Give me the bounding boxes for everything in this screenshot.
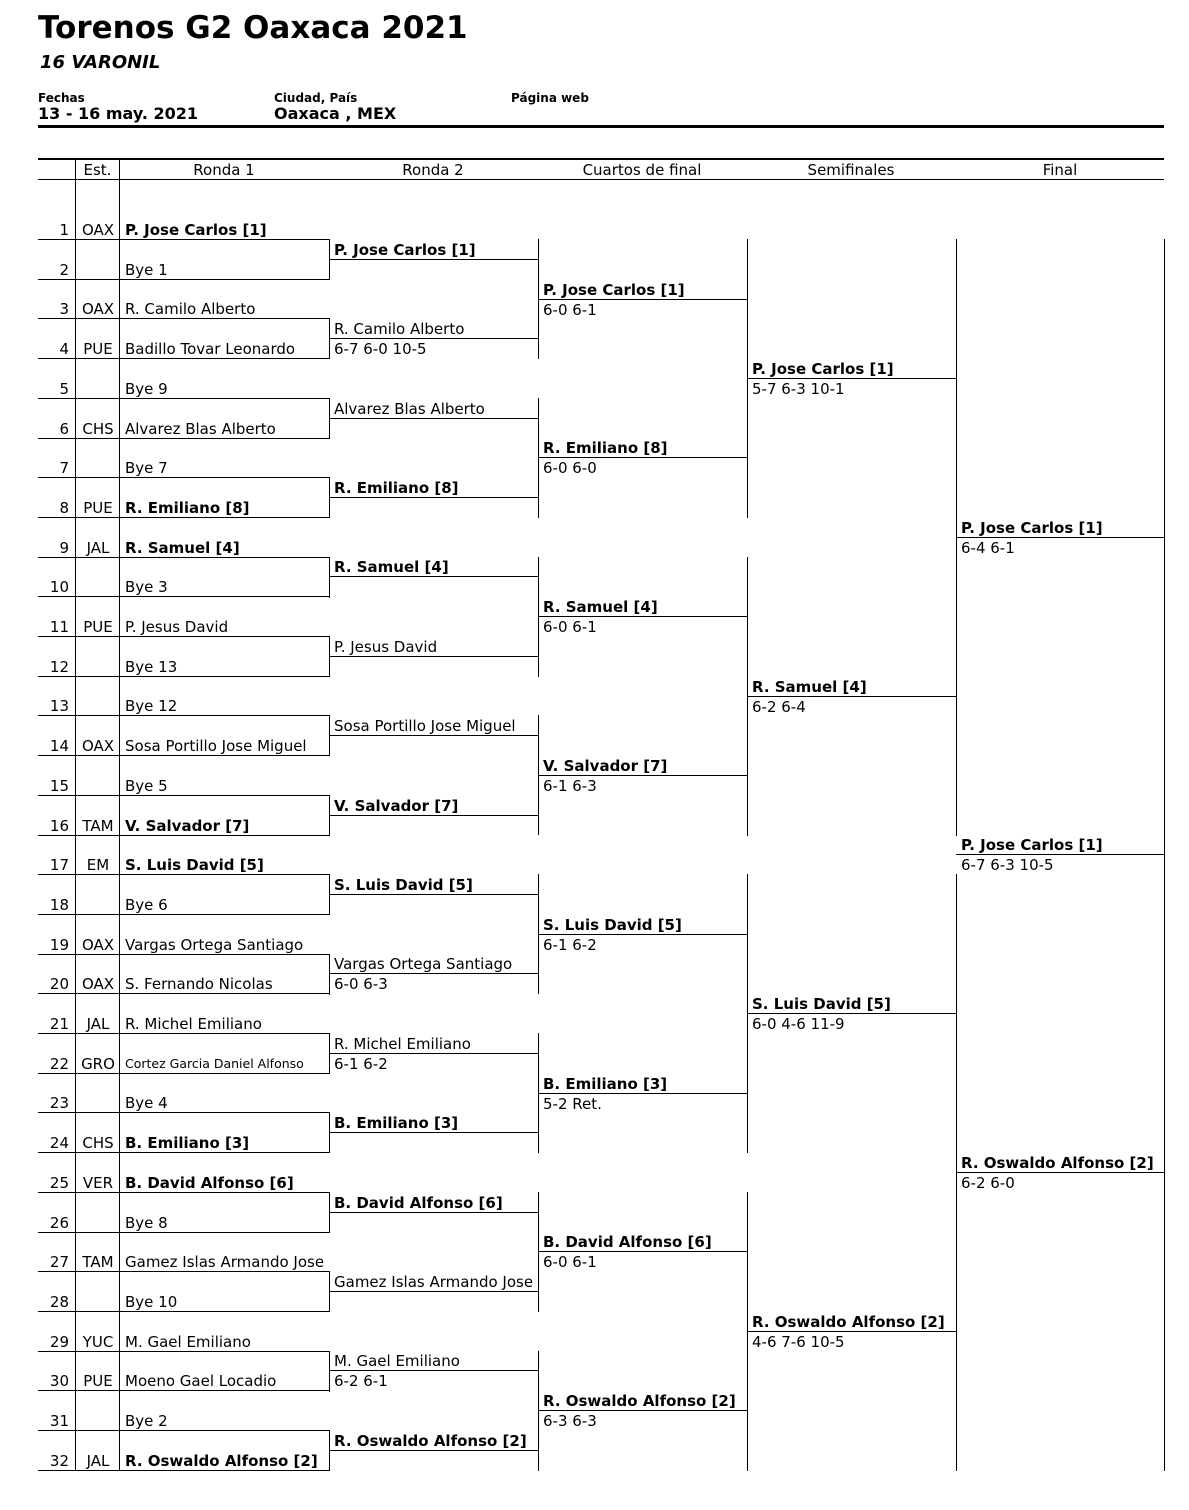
state-code: JAL: [86, 539, 110, 557]
match-score: 6-7 6-0 10-5: [334, 340, 427, 358]
player-entry: Bye 9: [125, 380, 168, 398]
draw-category: 16 VARONIL: [40, 52, 161, 73]
match-score: 6-3 6-3: [543, 1412, 597, 1430]
column-header-semifinals: Semifinales: [807, 161, 895, 179]
draw-position: 12: [49, 658, 69, 676]
player-entry: B. David Alfonso [6]: [125, 1174, 294, 1192]
draw-line: [329, 418, 538, 419]
draw-line: [747, 1013, 956, 1014]
match-score: 6-1 6-2: [543, 936, 597, 954]
draw-position: 2: [59, 261, 69, 279]
draw-line-r1: [38, 636, 329, 637]
winner-name: S. Luis David [5]: [334, 876, 473, 894]
draw-position: 4: [59, 340, 69, 358]
state-code: TAM: [82, 1253, 114, 1271]
player-entry: Bye 6: [125, 896, 168, 914]
champion-score: 6-7 6-3 10-5: [961, 856, 1054, 874]
player-entry: Bye 4: [125, 1094, 168, 1112]
draw-line: [329, 1370, 538, 1371]
state-code: OAX: [81, 300, 115, 318]
draw-position: 16: [49, 817, 69, 835]
match-score: 6-0 6-1: [543, 301, 597, 319]
draw-line-r1: [38, 398, 329, 399]
draw-line-r1: [38, 517, 329, 518]
winner-name: B. Emiliano [3]: [543, 1075, 668, 1093]
player-entry: V. Salvador [7]: [125, 817, 250, 835]
draw-line: [329, 1132, 538, 1133]
player-entry: R. Camilo Alberto: [125, 300, 256, 318]
player-entry: Bye 2: [125, 1412, 168, 1430]
winner-name: V. Salvador [7]: [334, 797, 459, 815]
winner-name: P. Jose Carlos [1]: [543, 281, 685, 299]
match-score: 6-2 6-0: [961, 1174, 1015, 1192]
draw-position: 8: [59, 499, 69, 517]
draw-line-r1: [38, 954, 329, 955]
draw-position: 17: [49, 856, 69, 874]
dates-label: Fechas: [38, 91, 85, 105]
draw-line-r1: [38, 835, 329, 836]
draw-position: 19: [49, 936, 69, 954]
draw-line: [329, 894, 538, 895]
winner-name: R. Samuel [4]: [543, 598, 658, 616]
state-code: YUC: [82, 1333, 114, 1351]
draw-position: 5: [59, 380, 69, 398]
city-label: Ciudad, País: [274, 91, 358, 105]
winner-name: S. Luis David [5]: [543, 916, 682, 934]
draw-line: [329, 1053, 538, 1054]
draw-position: 28: [49, 1293, 69, 1311]
bracket-connector: [329, 557, 330, 598]
winner-name: P. Jesus David: [334, 638, 438, 656]
bracket-connector: [329, 954, 330, 995]
draw-line: [747, 696, 956, 697]
player-entry: Cortez Garcia Daniel Alfonso: [125, 1056, 304, 1071]
winner-name: R. Oswaldo Alfonso [2]: [334, 1432, 527, 1450]
draw-line-r1: [38, 596, 329, 597]
draw-position: 21: [49, 1015, 69, 1033]
header-divider: [38, 125, 1164, 128]
player-entry: M. Gael Emiliano: [125, 1333, 251, 1351]
state-code: TAM: [82, 817, 114, 835]
column-header-quarterfinals: Cuartos de final: [582, 161, 702, 179]
state-code: VER: [82, 1174, 114, 1192]
draw-line-r1: [38, 1271, 329, 1272]
draw-line: [747, 1331, 956, 1332]
draw-position: 24: [49, 1134, 69, 1152]
draw-line-r1: [38, 318, 329, 319]
state-code: OAX: [81, 936, 115, 954]
draw-position: 22: [49, 1055, 69, 1073]
state-code: PUE: [83, 499, 113, 517]
winner-name: R. Oswaldo Alfonso [2]: [961, 1154, 1154, 1172]
winner-name: B. David Alfonso [6]: [334, 1194, 503, 1212]
winner-name: R. Samuel [4]: [334, 558, 449, 576]
player-entry: Gamez Islas Armando Jose: [125, 1253, 325, 1271]
player-entry: Bye 1: [125, 261, 168, 279]
player-entry: Bye 7: [125, 459, 168, 477]
winner-name: R. Michel Emiliano: [334, 1035, 471, 1053]
champion-line: [956, 854, 1165, 855]
web-label: Página web: [511, 91, 589, 105]
draw-position: 18: [49, 896, 69, 914]
draw-line: [956, 1172, 1165, 1173]
draw-position: 1: [59, 221, 69, 239]
match-score: 6-2 6-1: [334, 1372, 388, 1390]
draw-position: 23: [49, 1094, 69, 1112]
draw-line: [329, 1212, 538, 1213]
player-entry: R. Oswaldo Alfonso [2]: [125, 1452, 318, 1470]
state-code: PUE: [83, 340, 113, 358]
draw-position: 9: [59, 539, 69, 557]
bracket-connector: [538, 1351, 539, 1471]
player-entry: P. Jose Carlos [1]: [125, 221, 267, 239]
draw-line: [329, 259, 538, 260]
draw-line-r1: [38, 1390, 329, 1391]
player-entry: Vargas Ortega Santiago: [125, 936, 304, 954]
draw-line: [538, 457, 747, 458]
draw-position: 30: [49, 1372, 69, 1390]
winner-name: R. Camilo Alberto: [334, 320, 465, 338]
match-score: 6-0 6-1: [543, 618, 597, 636]
draw-line-r1: [38, 477, 329, 478]
match-score: 5-2 Ret.: [543, 1095, 602, 1113]
winner-name: B. David Alfonso [6]: [543, 1233, 712, 1251]
winner-name: R. Samuel [4]: [752, 678, 867, 696]
match-score: 6-0 6-0: [543, 459, 597, 477]
draw-line-r1: [38, 795, 329, 796]
columns-bottom-rule: [38, 179, 1164, 180]
state-code: JAL: [86, 1452, 110, 1470]
draw-line-r1: [38, 1112, 329, 1113]
winner-name: R. Oswaldo Alfonso [2]: [543, 1392, 736, 1410]
city-value: Oaxaca , MEX: [274, 104, 397, 123]
draw-line-r1: [38, 1152, 329, 1153]
draw-line-r1: [38, 557, 329, 558]
player-entry: B. Emiliano [3]: [125, 1134, 250, 1152]
state-code: OAX: [81, 975, 115, 993]
draw-line: [538, 934, 747, 935]
winner-name: R. Emiliano [8]: [334, 479, 459, 497]
winner-name: Alvarez Blas Alberto: [334, 400, 485, 418]
player-entry: Badillo Tovar Leonardo: [125, 340, 296, 358]
draw-line-r1: [38, 993, 329, 994]
column-header-final: Final: [1042, 161, 1078, 179]
draw-line: [329, 497, 538, 498]
draw-line: [538, 1410, 747, 1411]
draw-line-r1: [38, 1430, 329, 1431]
draw-line-r1: [38, 1470, 329, 1471]
draw-position: 26: [49, 1214, 69, 1232]
state-code: PUE: [83, 618, 113, 636]
draw-line: [747, 378, 956, 379]
player-entry: Bye 8: [125, 1214, 168, 1232]
draw-line: [329, 815, 538, 816]
state-code: PUE: [83, 1372, 113, 1390]
draw-line-r1: [38, 1351, 329, 1352]
match-score: 6-0 4-6 11-9: [752, 1015, 845, 1033]
draw-line-r1: [38, 1232, 329, 1233]
draw-line: [329, 735, 538, 736]
draw-position: 32: [49, 1452, 69, 1470]
winner-name: P. Jose Carlos [1]: [752, 360, 894, 378]
column-header-round1: Ronda 1: [193, 161, 255, 179]
match-score: 6-2 6-4: [752, 698, 806, 716]
player-entry: Moeno Gael Locadio: [125, 1372, 277, 1390]
draw-position: 15: [49, 777, 69, 795]
draw-line: [956, 537, 1165, 538]
draw-line: [538, 1251, 747, 1252]
draw-line-r1: [38, 1073, 329, 1074]
state-code: CHS: [82, 1134, 114, 1152]
draw-position: 13: [49, 697, 69, 715]
draw-position: 14: [49, 737, 69, 755]
player-entry: Bye 10: [125, 1293, 178, 1311]
draw-line-r1: [38, 1192, 329, 1193]
column-header-round2: Ronda 2: [402, 161, 464, 179]
player-entry: Alvarez Blas Alberto: [125, 420, 276, 438]
draw-line-r1: [38, 239, 329, 240]
draw-position: 29: [49, 1333, 69, 1351]
draw-line: [329, 576, 538, 577]
draw-line-r1: [38, 358, 329, 359]
winner-name: B. Emiliano [3]: [334, 1114, 459, 1132]
player-entry: R. Michel Emiliano: [125, 1015, 262, 1033]
draw-line: [329, 973, 538, 974]
draw-line: [538, 299, 747, 300]
winner-name: P. Jose Carlos [1]: [334, 241, 476, 259]
draw-line: [329, 1291, 538, 1292]
draw-line-r1: [38, 279, 329, 280]
draw-line-r1: [38, 715, 329, 716]
draw-position: 10: [49, 578, 69, 596]
draw-line-r1: [38, 1311, 329, 1312]
bracket-connector: [538, 557, 539, 677]
player-entry: Bye 3: [125, 578, 168, 596]
player-entry: R. Emiliano [8]: [125, 499, 250, 517]
state-code: GRO: [81, 1055, 115, 1073]
bracket-connector: [538, 1192, 539, 1312]
draw-position: 20: [49, 975, 69, 993]
bracket-connector: [1164, 239, 1165, 1471]
columns-top-rule: [38, 158, 1164, 160]
draw-line-r1: [38, 755, 329, 756]
dates-value: 13 - 16 may. 2021: [38, 104, 198, 123]
winner-name: Gamez Islas Armando Jose: [334, 1273, 534, 1291]
winner-name: Sosa Portillo Jose Miguel: [334, 717, 516, 735]
draw-line-r1: [38, 914, 329, 915]
winner-name: R. Emiliano [8]: [543, 439, 668, 457]
player-entry: Bye 13: [125, 658, 178, 676]
player-entry: Bye 12: [125, 697, 178, 715]
draw-position: 11: [49, 618, 69, 636]
draw-line-r1: [38, 676, 329, 677]
draw-line: [329, 656, 538, 657]
draw-line: [538, 616, 747, 617]
state-code: EM: [86, 856, 110, 874]
player-entry: Bye 5: [125, 777, 168, 795]
state-code: JAL: [86, 1015, 110, 1033]
champion-name: P. Jose Carlos [1]: [961, 836, 1103, 854]
match-score: 4-6 7-6 10-5: [752, 1333, 845, 1351]
bracket-connector: [538, 398, 539, 518]
player-entry: R. Samuel [4]: [125, 539, 240, 557]
tournament-title: Torenos G2 Oaxaca 2021: [38, 10, 468, 46]
winner-name: R. Oswaldo Alfonso [2]: [752, 1313, 945, 1331]
draw-position: 27: [49, 1253, 69, 1271]
draw-position: 31: [49, 1412, 69, 1430]
match-score: 6-1 6-2: [334, 1055, 388, 1073]
player-entry: S. Luis David [5]: [125, 856, 264, 874]
winner-name: S. Luis David [5]: [752, 995, 891, 1013]
winner-name: Vargas Ortega Santiago: [334, 955, 513, 973]
draw-line: [329, 1450, 538, 1451]
player-entry: Sosa Portillo Jose Miguel: [125, 737, 307, 755]
match-score: 6-0 6-1: [543, 1253, 597, 1271]
draw-line-r1: [38, 438, 329, 439]
draw-position: 7: [59, 459, 69, 477]
state-code: OAX: [81, 737, 115, 755]
draw-line: [329, 338, 538, 339]
winner-name: V. Salvador [7]: [543, 757, 668, 775]
match-score: 5-7 6-3 10-1: [752, 380, 845, 398]
draw-line-r1: [38, 1033, 329, 1034]
bracket-connector: [329, 1351, 330, 1392]
draw-line: [538, 775, 747, 776]
draw-line: [538, 1093, 747, 1094]
column-header-state: Est.: [83, 161, 112, 179]
state-code: OAX: [81, 221, 115, 239]
draw-position: 25: [49, 1174, 69, 1192]
winner-name: P. Jose Carlos [1]: [961, 519, 1103, 537]
match-score: 6-1 6-3: [543, 777, 597, 795]
winner-name: M. Gael Emiliano: [334, 1352, 460, 1370]
draw-position: 6: [59, 420, 69, 438]
player-entry: P. Jesus David: [125, 618, 229, 636]
draw-line-r1: [38, 874, 329, 875]
player-entry: S. Fernando Nicolas: [125, 975, 273, 993]
state-code: CHS: [82, 420, 114, 438]
match-score: 6-0 6-3: [334, 975, 388, 993]
match-score: 6-4 6-1: [961, 539, 1015, 557]
draw-position: 3: [59, 300, 69, 318]
